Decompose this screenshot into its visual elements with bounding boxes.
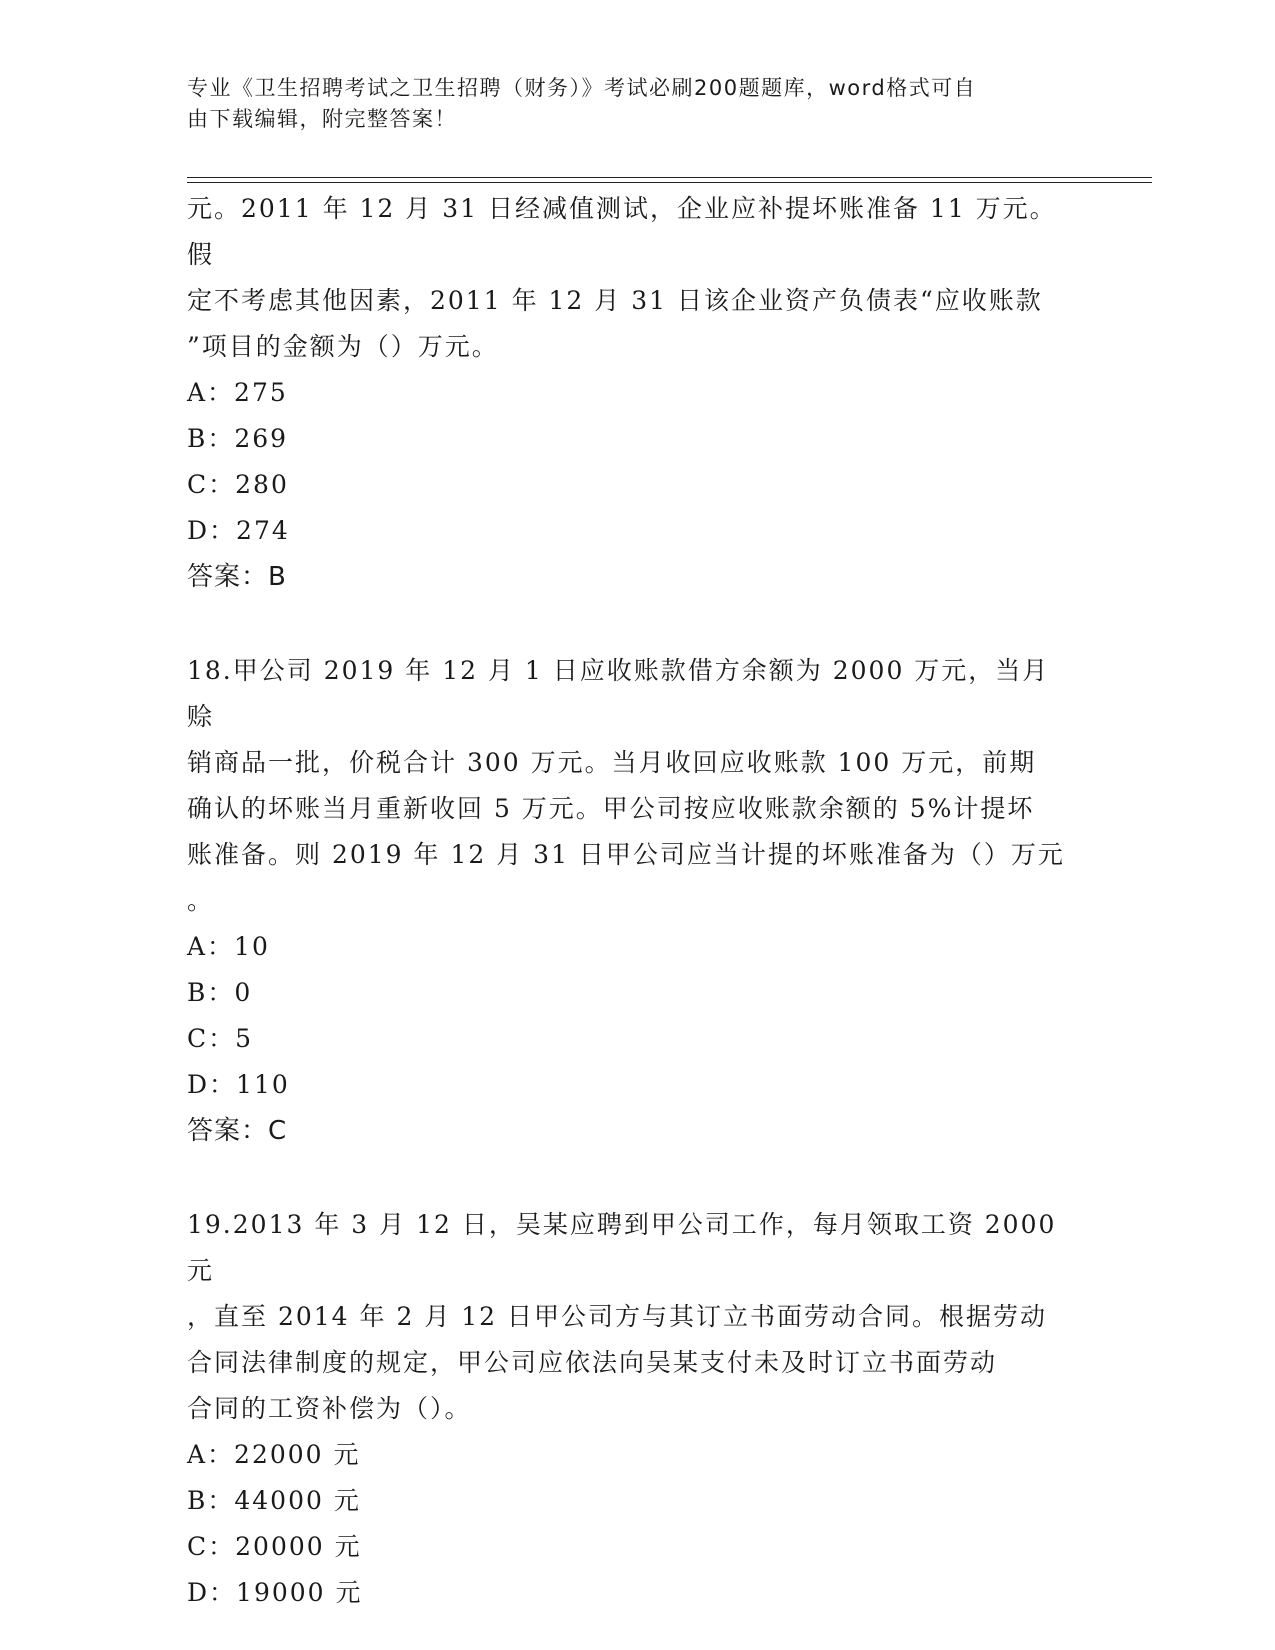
option-b: B：0 [187, 978, 253, 1007]
question-text-line: ”项目的金额为（）万元。 [187, 332, 499, 361]
question-continued [187, 186, 1067, 600]
question-text-line: ，直至 2014 年 2 月 12 日甲公司方与其订立书面劳动合同。根据劳动 [187, 1302, 1048, 1331]
header-line-1: 专业《卫生招聘考试之卫生招聘（财务）》考试必刷200题题库，word格式可自 [187, 76, 977, 100]
option-c: C：20000 元 [187, 1532, 362, 1561]
question-text-line: 销商品一批，价税合计 300 万元。当月收回应收账款 100 万元，前期 [187, 748, 1037, 777]
answer-label: 答案：C [187, 1116, 288, 1146]
option-a: A：22000 元 [187, 1440, 361, 1469]
question-text-line: 18.甲公司 2019 年 12 月 1 日应收账款借方余额为 2000 万元，当月赊 [187, 656, 1050, 731]
question-text-line: 元。2011 年 12 月 31 日经减值测试，企业应补提坏账准备 11 万元。假 [187, 194, 1057, 269]
option-d: D：19000 元 [187, 1578, 363, 1607]
question-text-line: 合同法律制度的规定，甲公司应依法向吴某支付未及时订立书面劳动 [187, 1348, 998, 1377]
header-divider-top [187, 177, 1152, 178]
question-text-line: 19.2013 年 3 月 12 日，吴某应聘到甲公司工作，每月领取工资 2000 元 [187, 1210, 1057, 1285]
option-c: C：5 [187, 1024, 254, 1053]
question-text-line: 合同的工资补偿为（）。 [187, 1394, 472, 1423]
option-a: A：275 [187, 378, 288, 407]
option-b: B：269 [187, 424, 289, 453]
document-header [187, 73, 1067, 135]
answer-label: 答案：B [187, 562, 287, 592]
header-divider-bottom [187, 182, 1152, 183]
option-d: D：110 [187, 1070, 290, 1099]
question-text-line: 确认的坏账当月重新收回 5 万元。甲公司按应收账款余额的 5%计提坏 [187, 794, 1035, 823]
question-19 [187, 1202, 1067, 1616]
question-list [187, 186, 1067, 1616]
option-b: B：44000 元 [187, 1486, 361, 1515]
question-text-line: 账准备。则 2019 年 12 月 31 日甲公司应当计提的坏账准备为（）万元 [187, 840, 1065, 869]
header-line-2: 由下载编辑，附完整答案！ [187, 107, 457, 131]
question-18 [187, 648, 1067, 1154]
option-a: A：10 [187, 932, 270, 961]
option-c: C：280 [187, 470, 289, 499]
question-text-line: 。 [187, 886, 215, 915]
option-d: D：274 [187, 516, 290, 545]
question-text-line: 定不考虑其他因素，2011 年 12 月 31 日该企业资产负债表“应收账款 [187, 286, 1043, 315]
